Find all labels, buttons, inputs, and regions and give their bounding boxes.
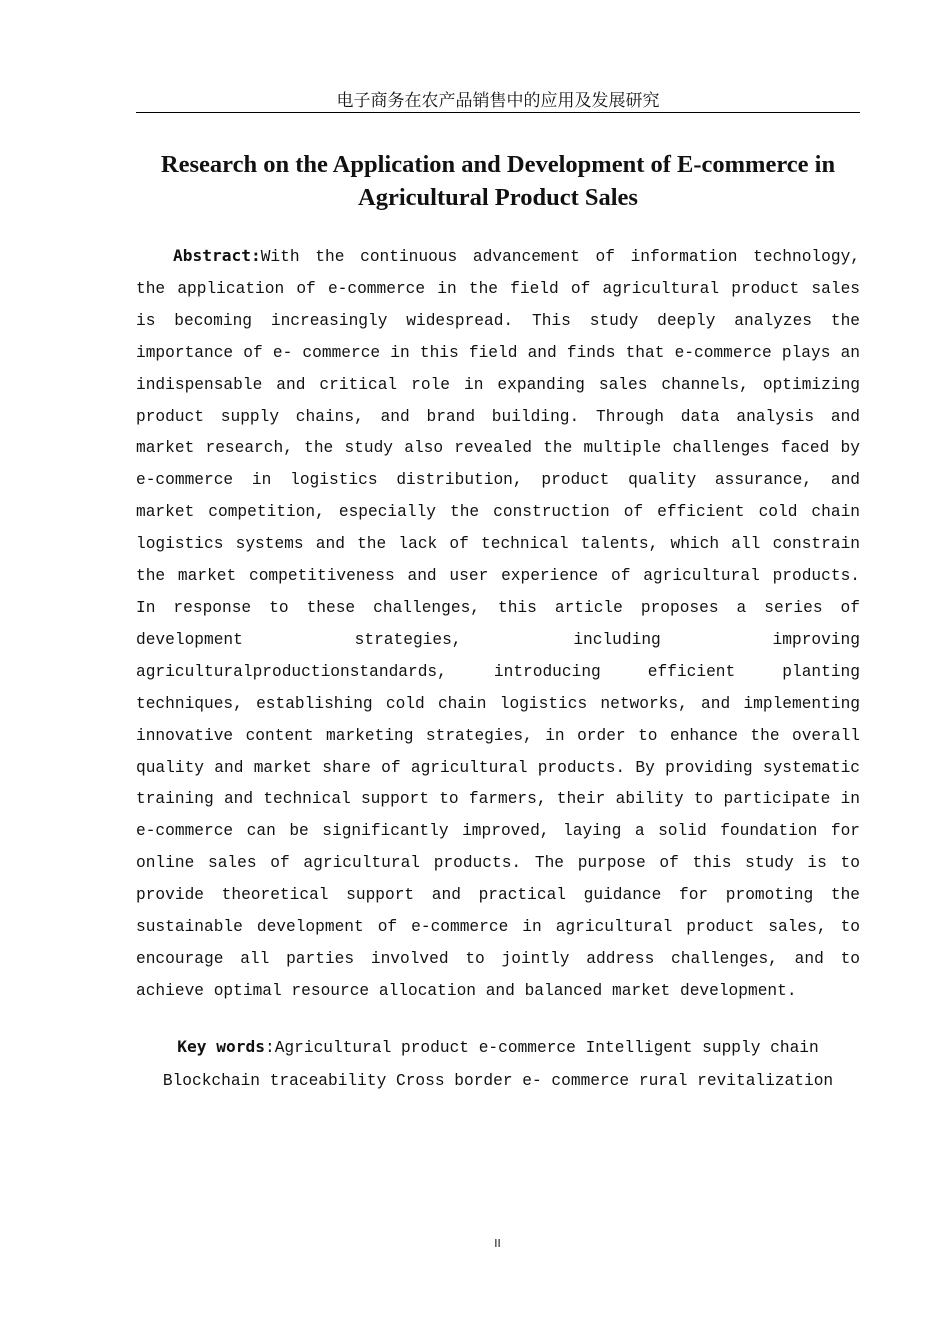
- abstract-paragraph: [136, 240, 860, 1008]
- keywords-label: Key words: [177, 1037, 265, 1056]
- running-header-title: 电子商务在农产品销售中的应用及发展研究: [336, 91, 660, 111]
- paper-title: Research on the Application and Development of E-commerce in Agricultural Product Sales: [160, 151, 836, 211]
- page-number: II: [494, 1237, 501, 1250]
- abstract-label: Abstract:: [173, 246, 261, 265]
- abstract-text: With the continuous advancement of information technology, the application of e-commerce in the field of agricultural product sales is becoming increasingly widespread. This study deeply analyzes the importance of e- commerce in this field and finds that e-commerce plays an indispensable and critical role in expanding sales channels, optimizing product supply chains, and brand building. Through data analysis and market research, the study also revealed the multiple challenges faced by e-commerce in logistics distribution, product quality assurance, and market competition, especially the construction of efficient cold chain logistics systems and the lack of technical talents, which all constrain the market competitiveness and user experience of agricultural products. In response to these challenges, this article proposes a series of development strategies, including improving agriculturalproductionstandards, introducing efficient planting techniques, establishing cold chain logistics networks, and implementing innovative content marketing strategies, in order to enhance the overall quality and market share of agricultural products. By providing systematic training and technical support to farmers, their ability to participate in e-commerce can be significantly improved, laying a solid foundation for online sales of agricultural products. The purpose of this study is to provide theoretical support and practical guidance for promoting the sustainable development of e-commerce in agricultural product sales, to encourage all parties involved to jointly address challenges, and to achieve optimal resource allocation and balanced market development.: [136, 248, 860, 1000]
- keywords-separator: :: [265, 1039, 275, 1057]
- running-header: [136, 90, 860, 113]
- keywords-text: Agricultural product e-commerce Intelligent supply chain Blockchain traceability Cross border e- commerce rural revitalization: [162, 1039, 834, 1090]
- keywords-paragraph: [136, 1030, 860, 1098]
